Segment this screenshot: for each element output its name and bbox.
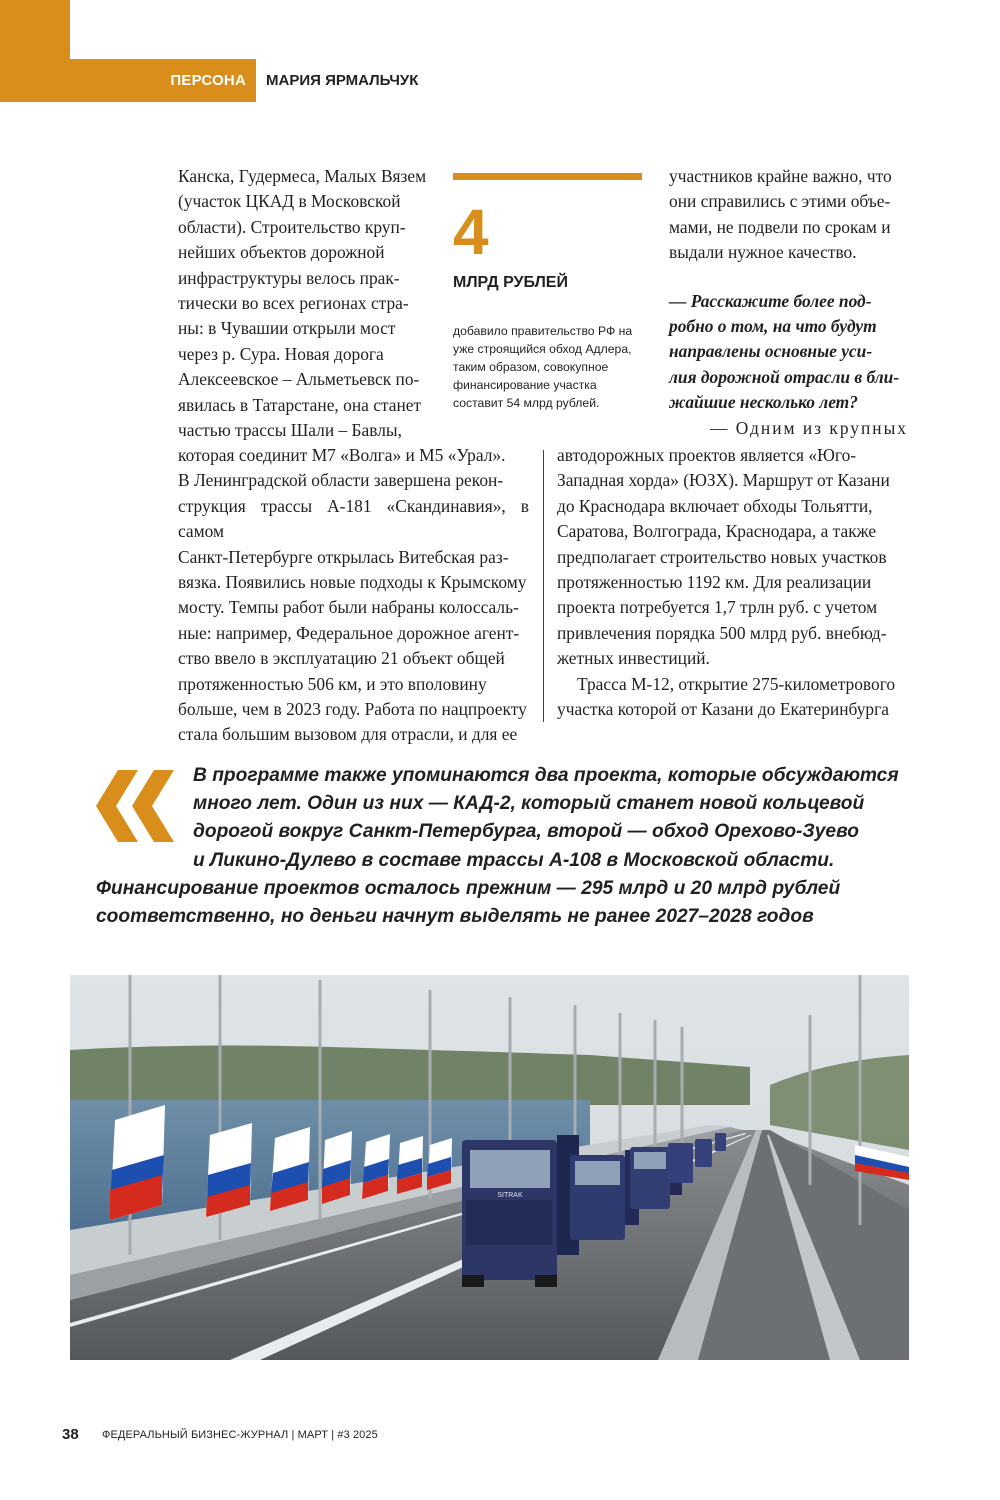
corner-accent-block [0,0,70,102]
text-line: протяженностью 1192 км. Для реализации [557,572,872,593]
text-line: Канска, Гудермеса, Малых Вязем [178,166,427,186]
text-line: стала большим вызовом для отрасли, и для ее [178,724,518,745]
text-line: привлечения порядка 500 млрд руб. внебюд- [557,622,887,643]
text-line: мами, не подвели по срокам и [669,216,891,237]
text-line: Саратова, Волгограда, Краснодара, а также [557,521,877,542]
pull-quote-line: и Ликино-Дулево в составе трассы А-108 в Московской области. [193,849,835,871]
text-line: проекта потребуется 1,7 трлн руб. с учетом [557,597,878,618]
stat-rule [453,173,642,180]
pull-quote-line: соответственно, но деньги начнут выделять не ранее 2027–2028 годов [96,906,814,928]
highway-photo [70,975,909,1360]
text-line: выдали нужное качество. [669,242,857,263]
column-divider [543,450,544,722]
text-line: протяженностью 506 км, и это вполовину [178,673,487,694]
pull-quote-line: много лет. Один из них — КАД-2, который станет новой кольцевой [193,793,865,815]
question-line: направлены основные уси- [669,341,873,362]
text-line: области). Строительство круп- [178,216,406,237]
page-number: 38 [62,1426,79,1443]
text-line: Санкт-Петербурге открылась Витебская раз- [178,546,509,567]
text-line: которая соединит М7 «Волга» и М5 «Урал». [178,445,506,465]
text-line: В Ленинградской области завершена рекон- [178,470,504,491]
text-line: ные: например, Федеральное дорожное агент- [178,622,520,643]
text-line: участка которой от Казани до Екатеринбурга [557,699,889,720]
column-left-narrow [178,164,427,443]
text-line: автодорожных проектов является «Юго- [557,445,857,465]
text-line: до Краснодара включает обходы Тольятти, [557,495,873,516]
rubric-tag: ПЕРСОНА [70,59,256,102]
text-line: частью трассы Шали – Бавлы, [178,420,402,441]
text-line: жетных инвестиций. [557,648,710,669]
question-line: робно о том, на что будут [669,316,877,337]
column-left-full [178,443,529,748]
column-right-full [557,443,908,722]
column-right-narrow [669,164,908,441]
text-line: участников крайне важно, что [669,166,892,186]
stat-unit: МЛРД РУБЛЕЙ [453,274,568,291]
text-line: вязка. Появились новые подходы к Крымскому [178,572,527,593]
author-name: МАРИЯ ЯРМАЛЬЧУК [266,72,419,89]
text-line: через р. Сура. Новая дорога [178,343,384,364]
text-line: ство ввело в эксплуатацию 21 объект общей [178,648,505,669]
text-line: предполагает строительство новых участков [557,546,887,567]
text-line: нейших объектов дорожной [178,242,385,263]
answer-start-line: — Одним из крупных [709,417,908,438]
text-line: они справились с этими объе- [669,191,891,212]
pull-quote-line: Финансирование проектов осталось прежним — 295 млрд и 20 млрд рублей [96,877,841,899]
stat-number: 4 [453,196,489,268]
pull-quote [96,762,916,931]
question-line: лия дорожной отрасли в бли- [669,366,900,387]
text-line: Трасса М-12, открытие 275-километрового [577,673,896,694]
pull-quote-line: В программе также упоминаются два проекта, которые обсуждаются [193,765,899,786]
text-line: инфраструктуры велось прак- [178,267,400,288]
pull-quote-line: дорогой вокруг Санкт-Петербурга, второй — обход Орехово-Зуево [193,821,859,843]
footer-info: ФЕДЕРАЛЬНЫЙ БИЗНЕС-ЖУРНАЛ | МАРТ | #3 2025 [102,1429,378,1441]
text-line: тически во всех регионах стра- [178,293,409,314]
truck-badge: SITRAK [497,1192,523,1199]
text-line: ны: в Чувашии открыли мост [178,318,396,339]
text-line: (участок ЦКАД в Московской [178,191,401,212]
text-line: больше, чем в 2023 году. Работа по нацпроекту [178,699,527,720]
text-line: Западная хорда» (ЮЗХ). Маршрут от Казани [557,470,890,491]
text-line: явилась в Татарстане, она станет [178,394,422,415]
stat-caption: добавило правительство РФ на уже строящийся обход Адлера, таким образом, совокупное финансирование участка составит 54 млрд рублей. [453,324,633,410]
text-line: струкция трассы А-181 «Скандинавия», в самом [178,495,529,542]
text-line: Алексеевское – Альметьевск по- [178,369,420,390]
question-line: жайшие несколько лет? [669,392,858,413]
text-line: мосту. Темпы работ были набраны колоссаль- [178,597,519,618]
question-line: — Расскажите более под- [669,290,872,311]
